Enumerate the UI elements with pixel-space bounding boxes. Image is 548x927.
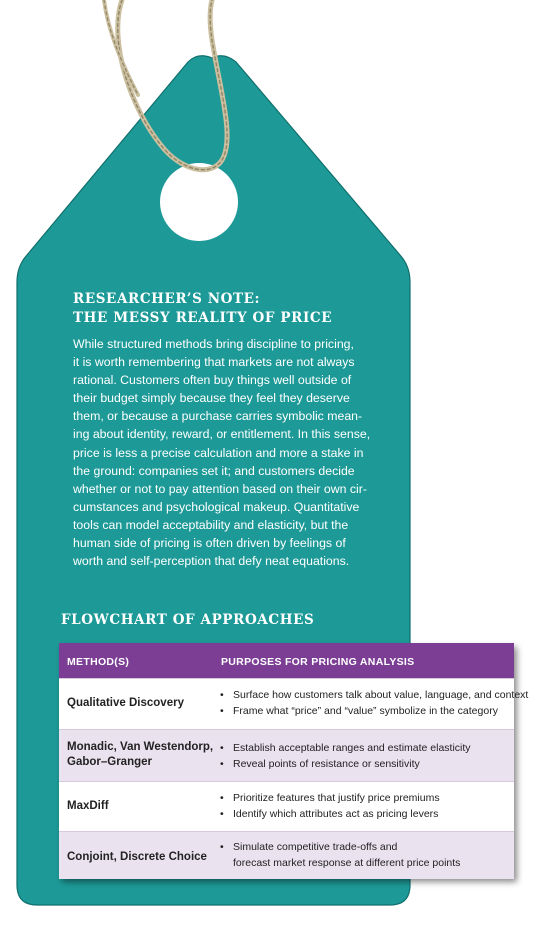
column-header-methods: METHOD(S) [67,656,130,668]
purpose-line: • Frame what “price” and “value” symbolize in the category [233,705,498,717]
purpose-item [220,790,440,806]
method-cell [67,799,109,814]
researchers-note-title [73,290,373,328]
note-body-line: whether or not to pay attention based on their own cir- [73,481,367,496]
note-body-line: While structured methods bring discipline to pricing, [73,337,354,351]
tag-hole-icon [160,163,238,241]
purpose-line: forecast market response at different price points [233,857,461,869]
purpose-item [220,687,528,703]
purposes-cell [220,740,471,772]
note-body-line: ing about identity, reward, or entitlement. In this sense, [73,427,371,442]
note-body-line: rational. Customers often buy things well outside of [73,373,352,388]
note-title-line: THE MESSY REALITY OF PRICE [73,310,333,326]
note-body-line: price is less a precise calculation and more a stake in [73,445,364,460]
flowchart-title: FLOWCHART OF APPROACHES [61,612,315,628]
note-body-line: tools can model acceptability and elasticity, but the [73,517,349,532]
table-row [59,729,514,781]
method-cell [67,740,213,770]
method-line: Monadic, Van Westendorp, [67,741,214,753]
purpose-line: • Reveal points of resistance or sensitivity [233,758,420,770]
purposes-cell [220,790,440,822]
method-line: Gabor–Granger [67,756,152,768]
note-body-line: worth and self-perception that defy neat equations. [73,554,350,569]
method-cell [67,850,207,865]
approaches-table [59,643,529,878]
table-row [59,831,514,879]
researchers-note-body [73,335,373,570]
note-body-line: human side of pricing is often driven by feelings of [73,536,346,551]
table-row [59,781,514,831]
table-row [59,678,529,729]
column-header-purposes: PURPOSES FOR PRICING ANALYSIS [221,656,415,668]
purpose-item [220,703,528,719]
purpose-item [220,839,460,871]
purpose-line: • Surface how customers talk about value, language, and context [233,689,529,701]
note-body-line: the ground: companies set it; and customers decide [73,463,355,478]
method-cell [67,696,184,711]
purpose-line: • Prioritize features that justify price premiums [233,792,440,804]
purposes-cell [220,687,528,719]
note-body-line: them, or because a purchase carries symbolic mean- [73,409,363,424]
note-body-line: it is worth remembering that markets are not always [73,355,355,370]
note-title-line: RESEARCHER’S NOTE: [73,291,261,307]
note-body-line: their budget simply because they feel they deserve [73,391,350,406]
purposes-cell [220,839,460,871]
table-header [59,643,514,678]
method-line: MaxDiff [67,800,109,812]
method-line: Qualitative Discovery [67,697,184,709]
note-body-line: cumstances and psychological makeup. Quantitative [73,499,360,514]
purpose-item [220,806,440,822]
purpose-line: • Simulate competitive trade-offs and [233,841,398,853]
purpose-line: • Establish acceptable ranges and estimate elasticity [233,742,471,754]
purpose-item [220,756,471,772]
method-line: Conjoint, Discrete Choice [67,851,207,863]
purpose-item [220,740,471,756]
purpose-line: • Identify which attributes act as pricing levers [233,808,439,820]
